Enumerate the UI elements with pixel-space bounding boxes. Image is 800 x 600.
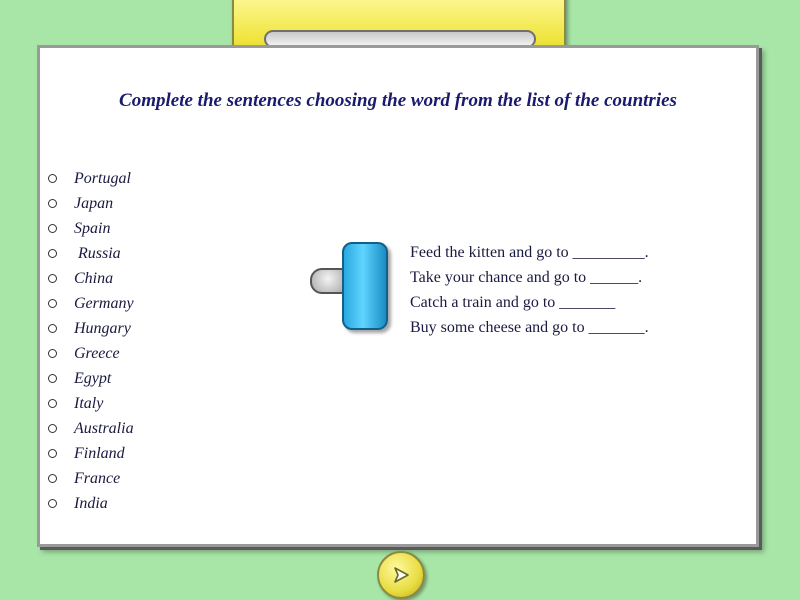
sentence-item: Catch a train and go to _______	[410, 294, 616, 311]
clipboard-icon	[308, 238, 392, 334]
country-label: Australia	[74, 420, 134, 437]
country-label: India	[74, 495, 108, 512]
clip-board	[342, 242, 388, 330]
circle-bullet-icon	[48, 324, 57, 333]
list-item	[48, 216, 134, 241]
circle-bullet-icon	[48, 349, 57, 358]
list-item	[48, 366, 134, 391]
list-item	[48, 466, 134, 491]
slide-title: Complete the sentences choosing the word from the list of the countries	[119, 90, 677, 111]
country-label: Germany	[74, 295, 134, 312]
list-item	[48, 291, 134, 316]
list-item	[48, 491, 134, 516]
circle-bullet-icon	[48, 274, 57, 283]
circle-bullet-icon	[48, 499, 57, 508]
list-item	[48, 191, 134, 216]
list-item	[48, 441, 134, 466]
list-item	[48, 166, 134, 191]
country-label: Japan	[74, 195, 114, 212]
list-item	[48, 341, 134, 366]
country-label: Russia	[74, 245, 121, 262]
country-label: Portugal	[74, 170, 131, 187]
circle-bullet-icon	[48, 399, 57, 408]
sentence-list	[410, 240, 649, 340]
circle-bullet-icon	[48, 174, 57, 183]
circle-bullet-icon	[48, 249, 57, 258]
list-item	[48, 316, 134, 341]
circle-bullet-icon	[48, 474, 57, 483]
list-item	[48, 416, 134, 441]
list-item	[48, 391, 134, 416]
country-label: Egypt	[74, 370, 112, 387]
sentence-item: Take your chance and go to ______.	[410, 269, 643, 286]
slide-panel	[37, 45, 759, 547]
sentence-item: Buy some cheese and go to _______.	[410, 319, 649, 336]
circle-bullet-icon	[48, 299, 57, 308]
country-list	[48, 166, 134, 516]
country-label: Italy	[74, 395, 104, 412]
circle-bullet-icon	[48, 424, 57, 433]
circle-bullet-icon	[48, 224, 57, 233]
country-label: Hungary	[74, 320, 131, 337]
country-label: Spain	[74, 220, 111, 237]
list-item	[48, 241, 134, 266]
country-label: France	[74, 470, 121, 487]
circle-bullet-icon	[48, 449, 57, 458]
circle-bullet-icon	[48, 199, 57, 208]
country-label: Greece	[74, 345, 120, 362]
next-arrow-icon	[388, 562, 414, 588]
sentence-item: Feed the kitten and go to _________.	[410, 244, 649, 261]
country-label: China	[74, 270, 114, 287]
circle-bullet-icon	[48, 374, 57, 383]
country-label: Finland	[74, 445, 125, 462]
list-item	[48, 266, 134, 291]
next-button[interactable]	[377, 551, 425, 599]
